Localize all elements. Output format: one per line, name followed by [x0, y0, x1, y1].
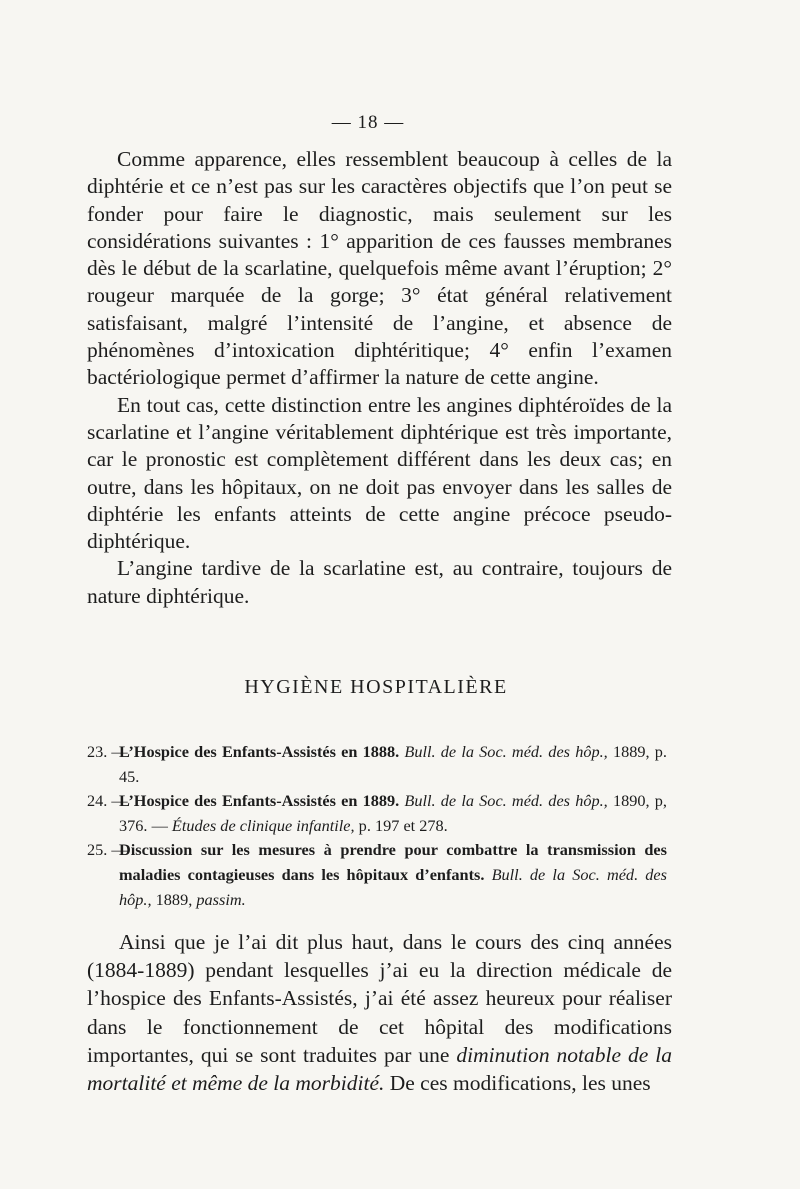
reference-source-secondary: Études de clinique infantile,: [171, 815, 355, 835]
paragraph: [87, 928, 672, 1097]
section-heading: HYGIÈNE HOSPITALIÈRE: [244, 676, 508, 698]
reference-item: [87, 838, 667, 912]
reference-item: [87, 740, 667, 789]
reference-title: L’Hospice des Enfants-Assistés en 1889.: [119, 791, 400, 811]
reference-title: Discussion sur les mesures à prendre pour combattre la transmission des maladies contagieuses dans les hôpitaux d’enfants.: [119, 840, 667, 884]
reference-number: 25. —: [87, 840, 128, 860]
reference-source-secondary: passim.: [196, 889, 246, 909]
reference-list: [87, 740, 667, 912]
paragraph: En tout cas, cette distinction entre les angines diphtéroïdes de la scarlatine et l’angine véritablement diphtérique est très importante, car le pronostic est complètement différent dans les deux cas; en outre, dans les hôpitaux, on ne doit pas envoyer dans les salles de diphtérie les enfants atteints de cette angine précoce pseudo-diphtérique.: [87, 392, 672, 554]
reference-details: 1889, p. 45.: [119, 742, 667, 786]
outro-text: [87, 928, 672, 1097]
outro-italic-phrase: diminution notable de la mortalité et même de la morbidité.: [87, 1042, 672, 1096]
reference-title: L’Hospice des Enfants-Assistés en 1888.: [119, 742, 400, 761]
page-number: — 18 —: [331, 112, 405, 133]
reference-number: 23. —: [87, 742, 128, 761]
paragraph: Comme apparence, elles ressemblent beaucoup à celles de la diphtérie et ce n’est pas sur les caractères objectifs que l’on peut se fonder pour faire le diagnostic, mais seulement sur les considérations suivantes : 1° apparition de ces fausses membranes dès le début de la scarlatine, quelquefois même avant l’éruption; 2° rougeur marquée de la gorge; 3° état général relativement satisfaisant, malgré l’intensité de l’angine, et absence de phénomènes d’intoxication diphtéritique; 4° enfin l’examen bactériologique permet d’affirmer la nature de cette angine.: [87, 147, 672, 390]
reference-number: 24. —: [87, 791, 128, 811]
reference-details: 1889,: [155, 889, 193, 909]
outro-text-after: De ces modifications, les unes: [389, 1071, 651, 1096]
outro-text-before: Ainsi que je l’ai dit plus haut, dans le cours des cinq années (1884-1889) pendant lesquelles j’ai eu la direction médicale de l’hospice des Enfants-Assistés, j’ai été assez heureux pour réaliser dans le fonctionnement de cet hôpital des modifications importantes, qui se sont traduites par une: [87, 930, 672, 1067]
reference-source: Bull. de la Soc. méd. des hôp.,: [119, 864, 667, 909]
paragraph: L’angine tardive de la scarlatine est, au contraire, toujours de nature diphtérique.: [87, 556, 672, 608]
reference-details: 1890, p, 376. —: [119, 791, 667, 835]
intro-text: [87, 146, 672, 610]
reference-source: Bull. de la Soc. méd. des hôp.,: [404, 791, 608, 811]
reference-item: [87, 789, 667, 838]
reference-details-secondary: p. 197 et 278.: [358, 815, 448, 835]
reference-source: Bull. de la Soc. méd. des hôp.,: [404, 742, 608, 761]
